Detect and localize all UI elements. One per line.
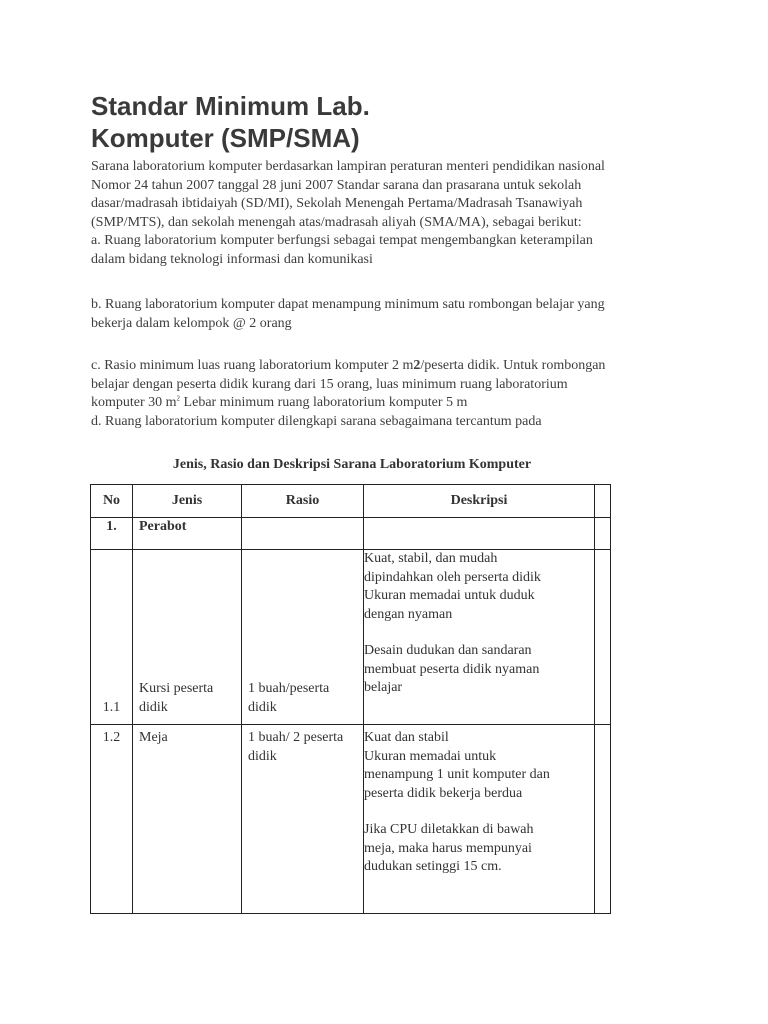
cell-jenis: Perabot [133, 518, 242, 550]
point-c-line [91, 394, 681, 413]
desc-line: peserta didik bekerja berdua [364, 785, 523, 801]
cell-jenis [133, 725, 242, 914]
desc-line: menampung 1 unit komputer dan [364, 767, 550, 782]
desc-paragraph [364, 550, 594, 624]
cell-jenis [133, 550, 242, 725]
table-row [91, 518, 611, 550]
cell-deskripsi [364, 550, 595, 725]
sarana-table [90, 484, 611, 914]
header-empty [595, 485, 611, 518]
desc-line: Jika CPU diletakkan di bawah [364, 822, 534, 837]
cell-rasio [242, 725, 364, 914]
point-c-line [91, 357, 681, 376]
desc-line: Ukuran memadai untuk [364, 748, 497, 764]
intro-line: Sarana laboratorium komputer berdasarkan lampiran peraturan menteri pendidikan nasional [91, 159, 605, 174]
intro-line: Nomor 24 tahun 2007 tanggal 28 juni 2007 Standar sarana dan prasarana untuk sekolah [91, 177, 582, 193]
intro-line: (SMP/MTS), dan sekolah menengah atas/madrasah aliyah (SMA/MA), sebagai berikut: [91, 214, 582, 230]
cell-deskripsi [364, 725, 595, 914]
point-c-text: c. Rasio minimum luas ruang laboratorium komputer 2 m [91, 358, 414, 373]
point-c-text: komputer 30 m [91, 395, 177, 410]
point-b-line: bekerja dalam kelompok @ 2 orang [91, 315, 292, 331]
desc-paragraph [364, 642, 594, 698]
header-jenis: Jenis [133, 485, 242, 518]
desc-line: dengan nyaman [364, 606, 453, 622]
cell-deskripsi [364, 518, 595, 550]
desc-line: Desain dudukan dan sandaran [364, 643, 532, 658]
desc-line: dipindahkan oleh perserta didik [364, 569, 541, 585]
desc-line: Ukuran memadai untuk duduk [364, 588, 535, 603]
desc-line: meja, maka harus mempunyai [364, 840, 532, 856]
desc-line: Kuat dan stabil [364, 730, 449, 745]
cell-no: 1.2 [91, 725, 133, 914]
cell-rasio [242, 550, 364, 725]
point-c-line: belajar dengan peserta didik kurang dari 15 orang, luas minimum ruang laboratorium [91, 376, 568, 392]
rasio-line: 1 buah/peserta [248, 681, 330, 696]
point-b-paragraph [91, 296, 681, 333]
jenis-line: didik [139, 699, 168, 715]
table-caption: Jenis, Rasio dan Deskripsi Sarana Laboratorium Komputer [172, 457, 532, 472]
point-a-line: a. Ruang laboratorium komputer berfungsi sebagai tempat mengembangkan keterampilan [91, 233, 593, 248]
point-c-bold: 2 [413, 358, 421, 373]
rasio-line: didik [248, 748, 277, 764]
desc-line: belajar [364, 680, 403, 695]
desc-line: dudukan setinggi 15 cm. [364, 859, 502, 874]
cell-empty [595, 550, 611, 725]
intro-paragraph [91, 158, 681, 269]
rasio-line: didik [248, 699, 277, 715]
cell-empty [595, 518, 611, 550]
cell-empty [595, 725, 611, 914]
point-a-line: dalam bidang teknologi informasi dan komunikasi [91, 251, 373, 267]
point-c-text: Lebar minimum ruang laboratorium komputer 5 m [180, 395, 468, 410]
title-line-2: Komputer (SMP/SMA) [91, 123, 360, 153]
desc-paragraph [364, 729, 594, 803]
cell-no [91, 550, 133, 725]
point-b-line: b. Ruang laboratorium komputer dapat menampung minimum satu rombongan belajar yang [91, 297, 605, 312]
header-deskripsi: Deskripsi [364, 485, 595, 518]
point-c-text: /peserta didik. Untuk rombongan [420, 358, 606, 373]
table-row [91, 550, 611, 725]
header-rasio: Rasio [242, 485, 364, 518]
title-line-1: Standar Minimum Lab. [91, 91, 370, 121]
desc-line: Kuat, stabil, dan mudah [364, 551, 498, 566]
row-number: 1.1 [102, 699, 121, 715]
table-row [91, 725, 611, 914]
rasio-line: 1 buah/ 2 peserta [248, 730, 344, 745]
desc-paragraph [364, 821, 594, 877]
page-title [91, 90, 370, 154]
point-c-paragraph [91, 357, 681, 431]
desc-line: membuat peserta didik nyaman [364, 661, 540, 677]
table-header-row [91, 485, 611, 518]
jenis-line: Meja [139, 730, 168, 745]
cell-no: 1. [91, 518, 133, 550]
point-d-line: d. Ruang laboratorium komputer dilengkapi sarana sebagaimana tercantum pada [91, 413, 542, 429]
header-no: No [91, 485, 133, 518]
cell-rasio [242, 518, 364, 550]
jenis-line: Kursi peserta [139, 681, 214, 696]
intro-line: dasar/madrasah ibtidaiyah (SD/MI), Sekolah Menengah Pertama/Madrasah Tsanawiyah [91, 196, 583, 211]
superscript: 2 [176, 394, 181, 403]
